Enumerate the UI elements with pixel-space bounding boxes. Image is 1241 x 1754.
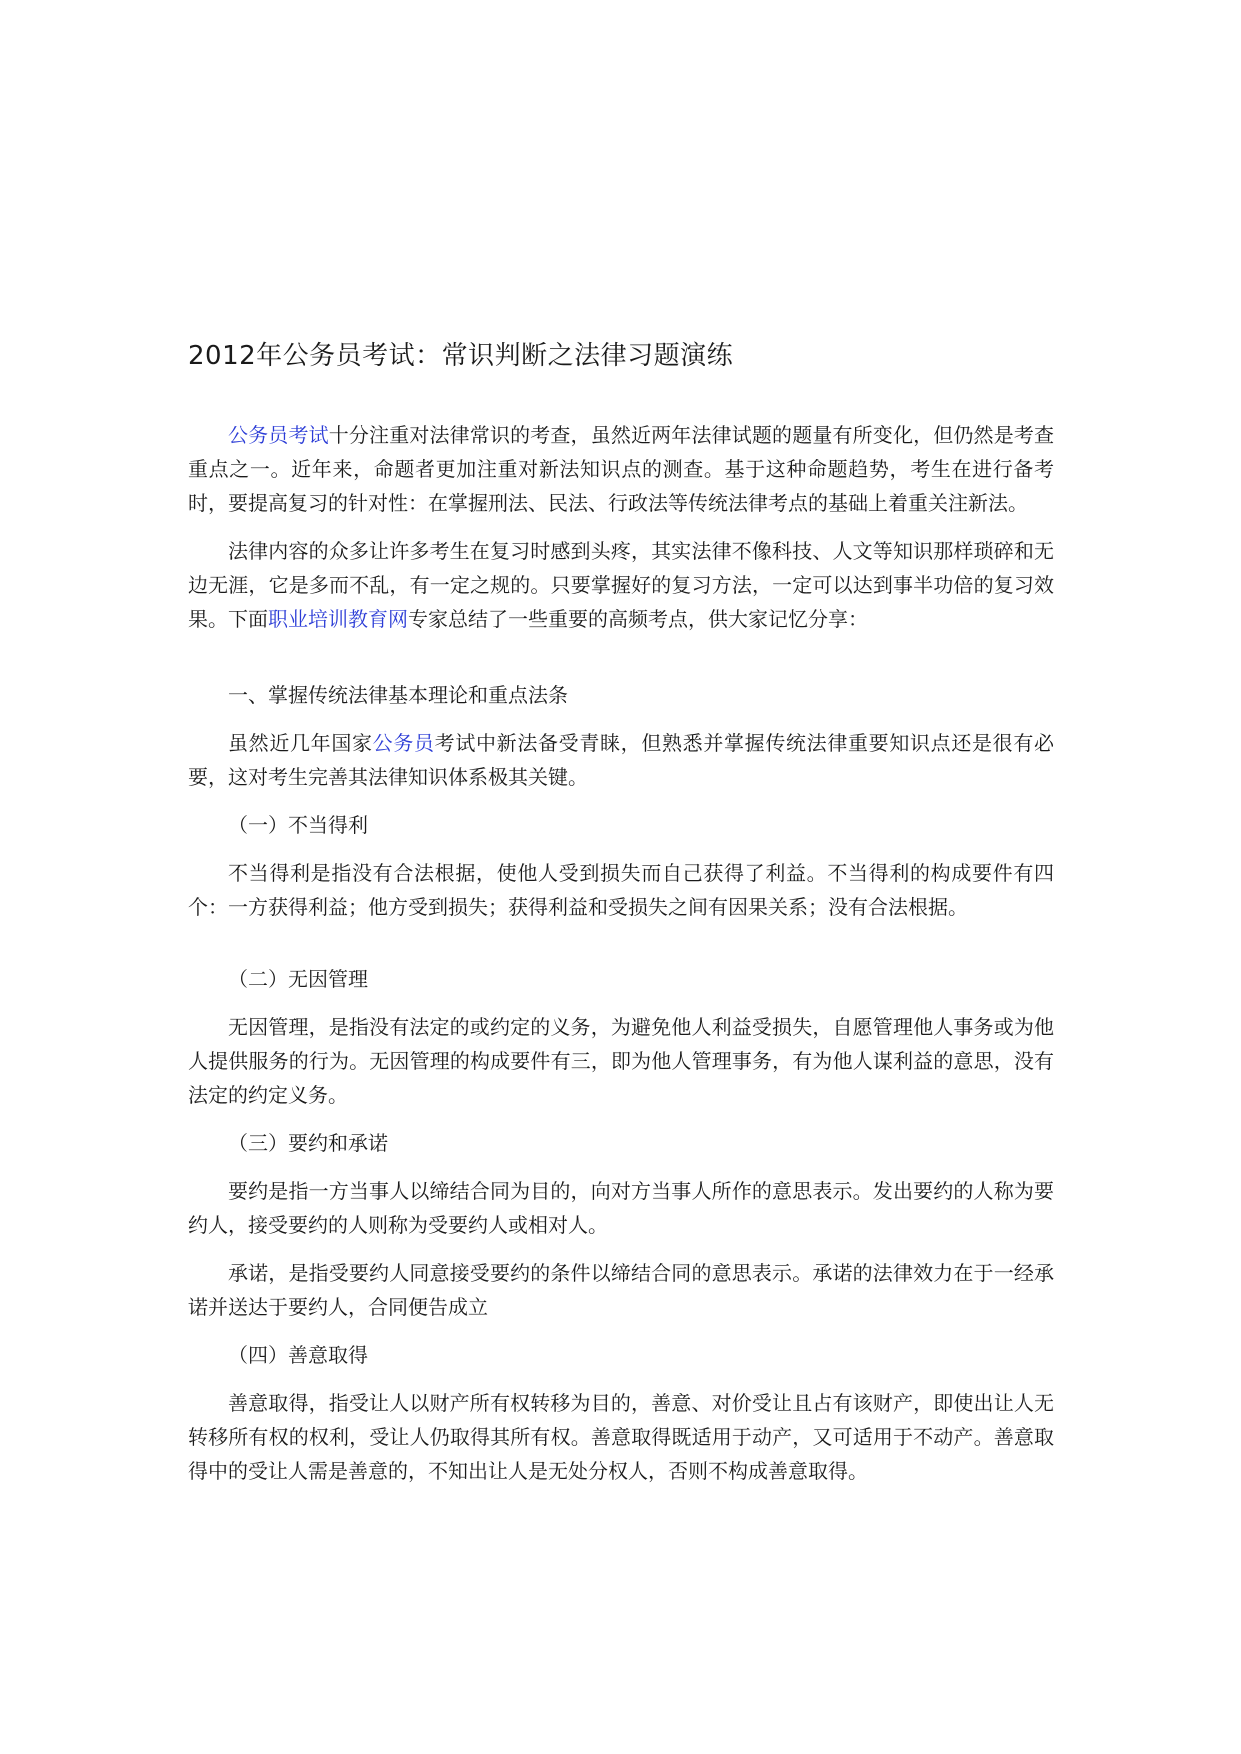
paragraph-acceptance: 承诺，是指受要约人同意接受要约的条件以缔结合同的意思表示。承诺的法律效力在于一经承诺并送达于要约人，合同便告成立 [188,1261,1054,1319]
intro-text: 十分注重对法律常识的考查，虽然近两年法律试题的题量有所变化，但仍然是考查重点之一。近年来，命题者更加注重对新法知识点的测查。基于这种命题趋势，考生在进行备考时，要提高复习的针对性：在掌握刑法、民法、行政法等传统法律考点的基础上着重关注新法。 [188,423,1054,515]
subheading-unjust-enrichment: （一）不当得利 [228,813,368,837]
method-text-start: 法律内容的众多让许多考生在复习时感到头疼，其实法律不像科技、人文等知识那样琐碎和无边无涯，它是多而不乱，有一定之规的。只要掌握好的复习方法，一定可以达到事半功倍的复习效果。下面 [188,539,1054,631]
subheading-offer-acceptance: （三）要约和承诺 [228,1131,388,1155]
intro-paragraph [188,418,1054,520]
document-title: 2012年公务员考试：常识判断之法律习题演练 [188,341,734,371]
paragraph-negotiorum-gestio: 无因管理，是指没有法定的或约定的义务，为避免他人利益受损失，自愿管理他人事务或为他人提供服务的行为。无因管理的构成要件有三，即为他人管理事务，有为他人谋利益的意思，没有法定的约定义务。 [188,1015,1054,1107]
method-paragraph [188,534,1054,636]
method-text-end: 专家总结了一些重要的高频考点，供大家记忆分享： [408,607,868,631]
civil-servant-link[interactable]: 公务员 [372,731,435,755]
section-text-end: 考试中新法备受青睐，但熟悉并掌握传统法律重要知识点还是很有必要，这对考生完善其法律知识体系极其关键。 [188,731,1055,789]
paragraph-offer: 要约是指一方当事人以缔结合同为目的，向对方当事人所作的意思表示。发出要约的人称为要约人，接受要约的人则称为受要约人或相对人。 [188,1179,1054,1237]
civil-exam-link[interactable]: 公务员考试 [228,423,329,447]
paragraph-bona-fide-acquisition: 善意取得，指受让人以财产所有权转移为目的，善意、对价受让且占有该财产，即使出让人无转移所有权的权利，受让人仍取得其所有权。善意取得既适用于动产，又可适用于不动产。善意取得中的受让人需是善意的，不知出让人是无处分权人，否则不构成善意取得。 [188,1391,1054,1483]
section-heading-traditional-law: 一、掌握传统法律基本理论和重点法条 [228,683,568,707]
subheading-bona-fide-acquisition: （四）善意取得 [228,1343,368,1367]
subheading-negotiorum-gestio: （二）无因管理 [228,967,368,991]
document-body [188,338,1054,1502]
training-site-link[interactable]: 职业培训教育网 [268,607,408,631]
section-text-start: 虽然近几年国家 [228,731,373,755]
paragraph-unjust-enrichment: 不当得利是指没有合法根据，使他人受到损失而自己获得了利益。不当得利的构成要件有四个：一方获得利益；他方受到损失；获得利益和受损失之间有因果关系；没有合法根据。 [188,861,1054,919]
section-paragraph-traditional-law [188,726,1054,794]
